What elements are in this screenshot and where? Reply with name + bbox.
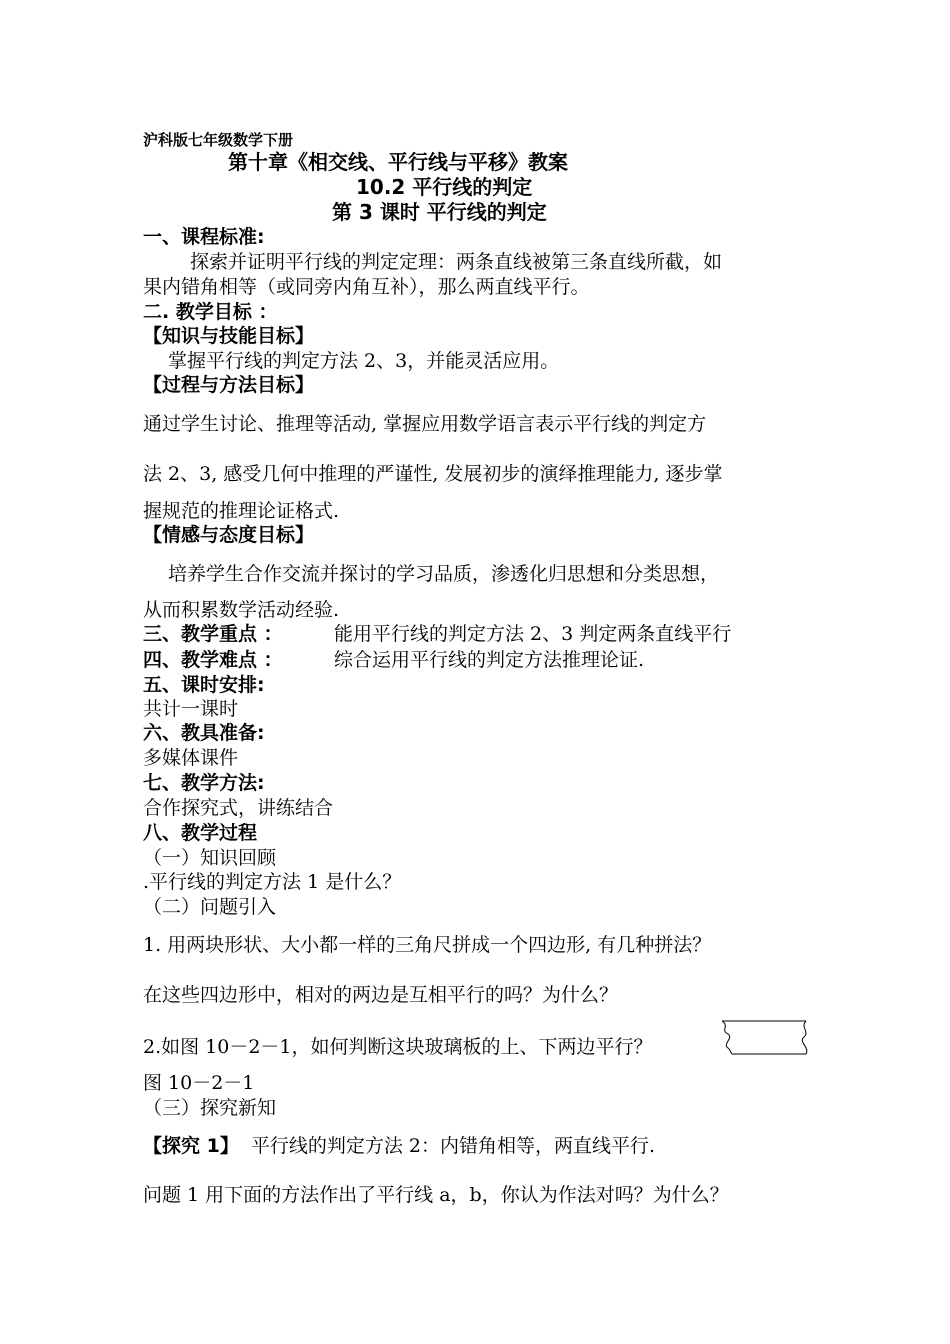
emotion-goal-heading: 【情感与态度目标】 — [143, 524, 315, 546]
review-heading: （一）知识回顾 — [143, 847, 277, 869]
explore-heading: （三）探究新知 — [143, 1097, 277, 1119]
course-standard-heading: 一、课程标准: — [143, 226, 265, 248]
tools-text: 多媒体课件 — [143, 747, 239, 769]
schedule-text: 共计一课时 — [143, 698, 239, 720]
figure-label: 图 10－2－1 — [143, 1072, 255, 1094]
explore-1-line — [143, 1134, 655, 1158]
problem-1: 问题 1 用下面的方法作出了平行线 a，b，你认为作法对吗？为什么？ — [143, 1184, 729, 1206]
section-title: 10.2 平行线的判定 — [356, 175, 533, 199]
difficult-point-text: 综合运用平行线的判定方法推理论证. — [334, 649, 645, 671]
course-standard-text-line2: 果内错角相等（或同旁内角互补），那么两直线平行。 — [143, 276, 590, 298]
difficult-point-heading: 四、教学难点 ： — [143, 649, 283, 671]
knowledge-goal-heading: 【知识与技能目标】 — [143, 325, 315, 347]
teaching-goals-heading: 二. 教学目标 ： — [143, 301, 278, 323]
process-goal-line3: 握规范的推理论证格式. — [143, 500, 340, 522]
methods-text: 合作探究式，讲练结合 — [143, 797, 334, 819]
process-heading: 八、教学过程 — [143, 822, 258, 844]
book-title: 沪科版七年级数学下册 — [143, 131, 294, 149]
explore-1-text: 平行线的判定方法 2：内错角相等，两直线平行. — [250, 1135, 656, 1157]
question-1-line2: 在这些四边形中，相对的两边是互相平行的吗？为什么？ — [143, 984, 619, 1006]
question-2: 2.如图 10－2－1，如何判断这块玻璃板的上、下两边平行？ — [143, 1036, 653, 1058]
emotion-goal-line2: 从而积累数学活动经验. — [143, 599, 340, 621]
lesson-title: 第 3 课时 平行线的判定 — [332, 200, 547, 224]
explore-1-tag: 【探究 1】 — [143, 1135, 239, 1157]
course-standard-text-line1: 探索并证明平行线的判定定理：两条直线被第三条直线所截，如 — [190, 251, 723, 273]
methods-heading: 七、教学方法: — [143, 772, 265, 794]
review-question: .平行线的判定方法 1 是什么？ — [143, 871, 402, 893]
emotion-goal-line1: 培养学生合作交流并探讨的学习品质，渗透化归思想和分类思想， — [168, 563, 720, 585]
knowledge-goal-text: 掌握平行线的判定方法 2、3，并能灵活应用。 — [168, 350, 560, 372]
process-goal-line2: 法 2、3, 感受几何中推理的严谨性, 发展初步的演绎推理能力, 逐步掌 — [143, 463, 723, 485]
key-point-heading: 三、教学重点 ： — [143, 623, 283, 645]
glass-plate-figure — [718, 1018, 810, 1058]
tools-heading: 六、教具准备: — [143, 722, 265, 744]
process-goal-heading: 【过程与方法目标】 — [143, 374, 315, 396]
process-goal-line1: 通过学生讨论、推理等活动, 掌握应用数学语言表示平行线的判定方 — [143, 413, 707, 435]
schedule-heading: 五、课时安排: — [143, 674, 265, 696]
chapter-title: 第十章《相交线、平行线与平移》教案 — [228, 150, 568, 174]
question-1-line1: 1. 用两块形状、大小都一样的三角尺拼成一个四边形, 有几种拼法？ — [143, 934, 712, 956]
key-point-text: 能用平行线的判定方法 2、3 判定两条直线平行 — [334, 623, 732, 645]
intro-heading: （二）问题引入 — [143, 896, 277, 918]
